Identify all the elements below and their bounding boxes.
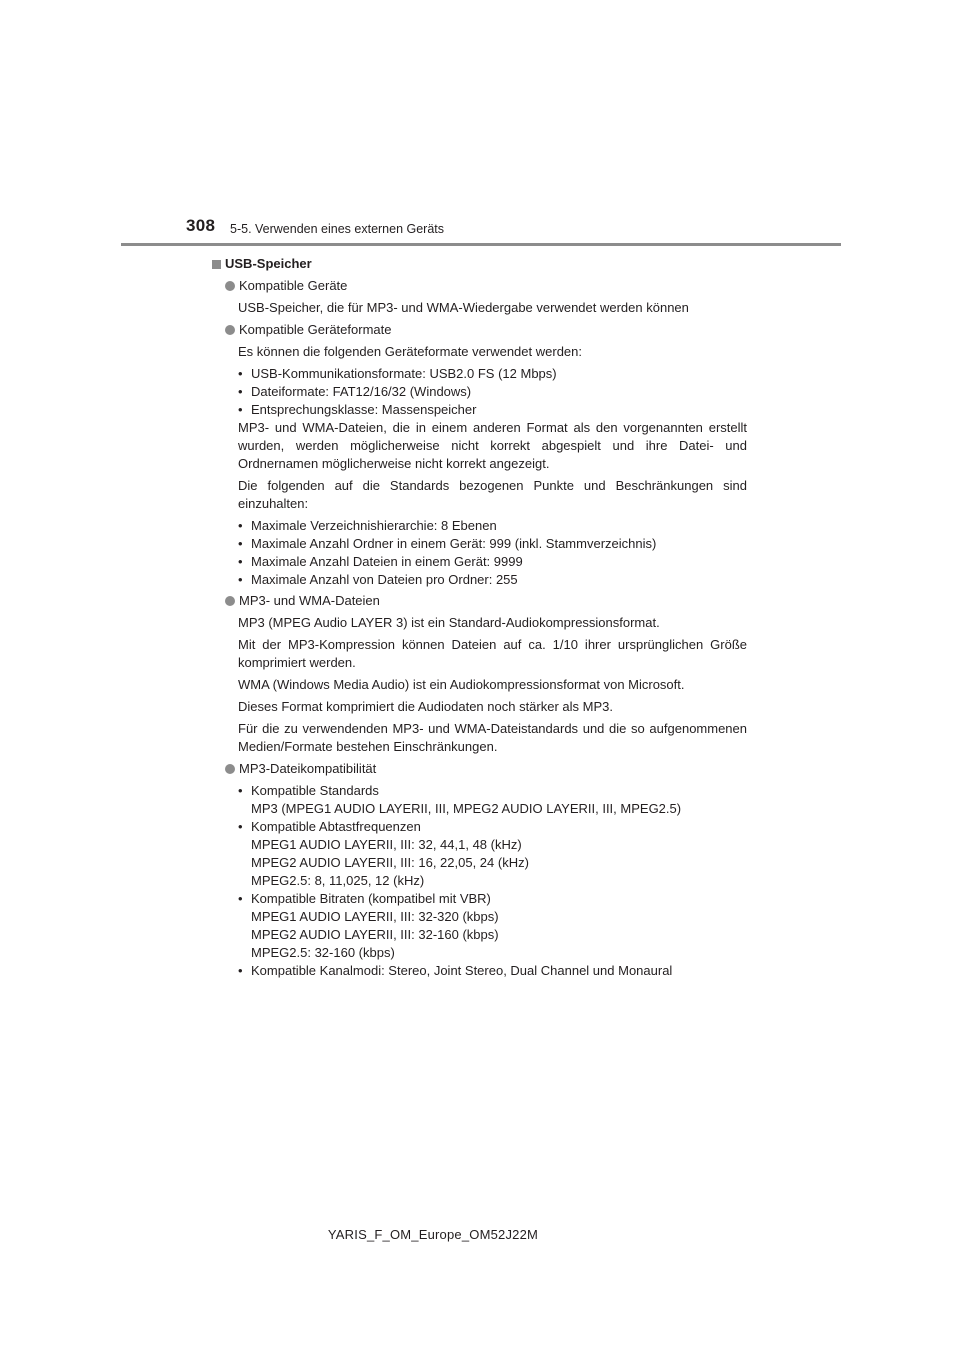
list-item: • Kompatible Kanalmodi: Stereo, Joint Stereo, Dual Channel und Monaural — [238, 962, 747, 980]
subsection-title: Kompatible Geräte — [239, 278, 348, 293]
paragraph: Es können die folgenden Geräteformate verwendet werden: — [238, 344, 582, 359]
format-list — [238, 365, 747, 419]
page-header — [0, 0, 960, 250]
subsection-device-formats — [225, 321, 747, 339]
circle-bullet-icon — [225, 281, 235, 291]
list-item-label: • Kompatible Standards — [251, 783, 379, 798]
section-heading — [212, 255, 747, 273]
list-item-value: MPEG1 AUDIO LAYERII, III: 32, 44,1, 48 (kHz) — [251, 837, 522, 852]
list-item-value: MPEG2.5: 8, 11,025, 12 (kHz) — [251, 873, 425, 888]
subsection-title: MP3- und WMA-Dateien — [239, 593, 380, 608]
list-item — [238, 818, 747, 890]
list-item: • Maximale Anzahl Dateien in einem Gerät: 9999 — [238, 553, 747, 571]
list-item-label: • Kompatible Abtastfrequenzen — [251, 819, 421, 834]
page-footer — [0, 1227, 960, 1242]
list-item-value: MPEG2 AUDIO LAYERII, III: 16, 22,05, 24 (kHz) — [251, 855, 529, 870]
list-item: • Maximale Anzahl von Dateien pro Ordner: 255 — [238, 571, 747, 589]
list-item — [238, 890, 747, 962]
list-item-value: MPEG2 AUDIO LAYERII, III: 32-160 (kbps) — [251, 927, 499, 942]
document-id: YARIS_F_OM_Europe_OM52J22M — [327, 1227, 539, 1242]
paragraph: MP3 (MPEG Audio LAYER 3) ist ein Standard-Audiokompressionsformat. — [238, 615, 660, 630]
paragraph: WMA (Windows Media Audio) ist ein Audiokompressionsformat von Microsoft. — [238, 677, 685, 692]
subsection-compatible-devices — [225, 277, 747, 295]
subsection-title: Kompatible Geräteformate — [239, 322, 392, 337]
list-item — [238, 782, 747, 818]
heading-text: USB-Speicher — [225, 256, 312, 271]
paragraph: Die folgenden auf die Standards bezogenen Punkte und Beschränkungen sind einzuhalten: — [238, 478, 747, 511]
list-item-value: MPEG2.5: 32-160 (kbps) — [251, 945, 395, 960]
subsection-mp3-compat — [225, 760, 747, 778]
list-item: • Maximale Anzahl Ordner in einem Gerät: 999 (inkl. Stammverzeichnis) — [238, 535, 747, 553]
paragraph: Für die zu verwendenden MP3- und WMA-Dateistandards und die so aufgenommenen Medien/Formate bestehen Einschränkungen. — [238, 721, 747, 754]
main-content — [212, 255, 747, 980]
circle-bullet-icon — [225, 596, 235, 606]
circle-bullet-icon — [225, 325, 235, 335]
limits-list — [238, 517, 747, 589]
paragraph: MP3- und WMA-Dateien, die in einem anderen Format als den vorgenannten erstellt wurden, werden möglicherweise nicht korrekt abgespielt und ihre Datei- und Ordnernamen möglicherweise nicht korrekt angezeigt. — [238, 420, 747, 471]
square-bullet-icon — [212, 260, 221, 269]
section-title: 5-5. Verwenden eines externen Geräts — [230, 222, 445, 236]
subsection-mp3-wma — [225, 592, 747, 610]
header-divider — [121, 243, 841, 246]
list-item: • Maximale Verzeichnishierarchie: 8 Ebenen — [238, 517, 747, 535]
list-item-label: • Kompatible Bitraten (kompatibel mit VBR) — [251, 891, 491, 906]
circle-bullet-icon — [225, 764, 235, 774]
paragraph: Mit der MP3-Kompression können Dateien auf ca. 1/10 ihrer ursprünglichen Größe komprimiert werden. — [238, 637, 747, 670]
list-item: • Dateiformate: FAT12/16/32 (Windows) — [238, 383, 747, 401]
list-item-value: MP3 (MPEG1 AUDIO LAYERII, III, MPEG2 AUDIO LAYERII, III, MPEG2.5) — [251, 801, 682, 816]
compat-list — [238, 782, 747, 980]
list-item: • Entsprechungsklasse: Massenspeicher — [238, 401, 747, 419]
list-item-value: MPEG1 AUDIO LAYERII, III: 32-320 (kbps) — [251, 909, 499, 924]
subsection-title: MP3-Dateikompatibilität — [239, 761, 377, 776]
paragraph: USB-Speicher, die für MP3- und WMA-Wiedergabe verwendet werden können — [238, 300, 689, 315]
page-number: 308 — [186, 216, 216, 235]
list-item: • USB-Kommunikationsformate: USB2.0 FS (12 Mbps) — [238, 365, 747, 383]
paragraph: Dieses Format komprimiert die Audiodaten noch stärker als MP3. — [238, 699, 613, 714]
